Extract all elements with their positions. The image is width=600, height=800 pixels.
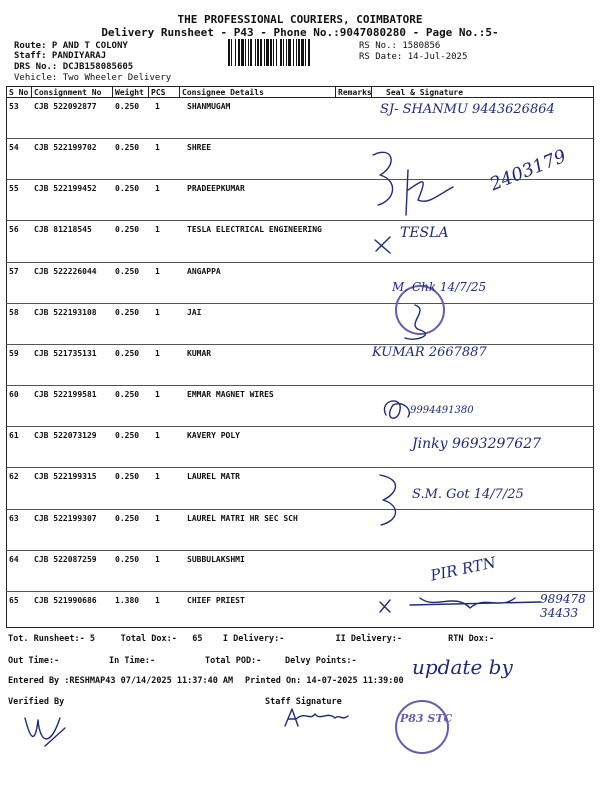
row-sno: 53	[9, 102, 19, 111]
row-divider	[6, 138, 594, 139]
row-consignee-name: LAUREL MATRI HR SEC SCH	[187, 513, 298, 523]
row-pcs: 1	[155, 266, 160, 276]
barcode-bar	[248, 39, 249, 66]
barcode-bar	[273, 39, 274, 66]
row-pcs: 1	[155, 554, 160, 564]
row-pcs: 1	[155, 390, 160, 400]
handwritten-scribble	[395, 300, 445, 345]
handwritten-sign: SJ- SHANMU 9443626864	[380, 102, 555, 117]
runsheet-subtitle: Delivery Runsheet - P43 - Phone No.:9047080280 - Page No.:5-	[101, 26, 499, 39]
printed-on: Printed On: 14-07-2025 11:39:00	[245, 676, 404, 686]
barcode-bar	[255, 39, 256, 66]
col-divider	[335, 86, 336, 97]
row-pcs: 1	[155, 102, 160, 111]
row-weight: 0.250	[115, 431, 140, 441]
row-weight: 0.250	[115, 102, 140, 111]
row-consignment-no: CJB 522193108	[34, 307, 97, 317]
row-divider	[6, 262, 594, 263]
out-time: Out Time:-	[8, 656, 60, 666]
row-sno: 58	[9, 307, 19, 317]
vehicle-label: Vehicle: Two Wheeler Delivery	[14, 73, 172, 83]
row-consignment-no: CJB 522199315	[34, 472, 97, 482]
barcode-bar	[293, 39, 294, 66]
row-consignee-name: CHIEF PRIEST	[187, 595, 245, 605]
col-header-pcs: PCS	[151, 88, 166, 97]
strike-scribble	[375, 590, 545, 620]
row-pcs: 1	[155, 513, 160, 523]
handwritten-note: update by	[412, 655, 513, 679]
row-consignee-name: KUMAR	[187, 348, 212, 358]
barcode-bar	[270, 39, 272, 66]
handwritten-phone: 989478 34433	[540, 592, 586, 620]
staff-label: Staff: PANDIYARAJ	[14, 51, 107, 61]
col-header-consignment: Consignment No	[34, 88, 102, 97]
row-sno: 63	[9, 513, 19, 523]
barcode-bar	[235, 39, 236, 66]
row-sno: 61	[9, 431, 19, 441]
table-top-border	[6, 86, 594, 87]
handwritten-sign: S.M. Got 14/7/25	[412, 487, 524, 502]
handwritten-sign: M. Chk 14/7/25	[392, 280, 487, 294]
handwritten-phone: 9994491380	[410, 405, 474, 416]
barcode-bar	[308, 39, 310, 66]
row-pcs: 1	[155, 472, 160, 482]
stamp-text: P83 STC	[400, 712, 453, 725]
col-header-consignee: Consignee Details	[182, 88, 264, 97]
handwritten-sign: Jinky 9693297627	[412, 436, 542, 452]
table-right-border	[593, 86, 594, 627]
row-pcs: 1	[155, 184, 160, 194]
row-consignment-no: CJB 522199307	[34, 513, 97, 523]
row-consignment-no: CJB 522087259	[34, 554, 97, 564]
handwritten-sign: 2403179	[486, 145, 570, 196]
col-header-sno: S No	[9, 88, 29, 97]
handwritten-scribble	[368, 145, 458, 235]
row-weight: 1.380	[115, 595, 140, 605]
row-consignee-name: PRADEEPKUMAR	[187, 184, 245, 194]
row-divider	[6, 220, 594, 221]
rs-number: RS No.: 1580856	[359, 41, 441, 51]
col-header-remarks: Remarks	[338, 88, 372, 97]
row-consignment-no: CJB 522092877	[34, 102, 97, 111]
barcode-bar	[250, 39, 252, 66]
row-consignee-name: JAI	[187, 307, 202, 317]
col-divider	[112, 86, 113, 97]
barcode-bar	[228, 39, 230, 66]
row-weight: 0.250	[115, 554, 140, 564]
table-bottom-border	[6, 627, 594, 628]
barcode-bar	[266, 39, 269, 66]
row-divider	[6, 467, 594, 468]
row-divider	[6, 303, 594, 304]
row-weight: 0.250	[115, 513, 140, 523]
row-sno: 56	[9, 225, 19, 235]
row-consignee-name: EMMAR MAGNET WIRES	[187, 390, 274, 400]
row-weight: 0.250	[115, 266, 140, 276]
row-consignment-no: CJB 521990686	[34, 595, 97, 605]
row-consignment-no: CJB 522199452	[34, 184, 97, 194]
row-consignment-no: CJB 81218545	[34, 225, 92, 235]
row-sno: 65	[9, 595, 19, 605]
row-pcs: 1	[155, 225, 160, 235]
row-consignment-no: CJB 522226044	[34, 266, 97, 276]
row-consignee-name: SHREE	[187, 143, 212, 153]
barcode-bar	[245, 39, 246, 66]
barcode-bar	[280, 39, 282, 66]
col-header-seal: Seal & Signature	[386, 88, 464, 97]
row-pcs: 1	[155, 348, 160, 358]
row-weight: 0.250	[115, 307, 140, 317]
row-pcs: 1	[155, 307, 160, 317]
verifier-signature	[20, 708, 70, 753]
row-divider	[6, 344, 594, 345]
staff-signature-label: Staff Signature	[265, 697, 342, 707]
row-pcs: 1	[155, 595, 160, 605]
handwritten-sign: KUMAR 2667887	[372, 345, 487, 360]
col-header-weight: Weight	[115, 88, 144, 97]
row-consignment-no: CJB 522073129	[34, 431, 97, 441]
row-divider	[6, 385, 594, 386]
total-pod: Total POD:-	[205, 656, 262, 666]
row-consignee-name: SUBBULAKSHMI	[187, 554, 245, 564]
row-sno: 57	[9, 266, 19, 276]
delvy-points: Delvy Points:-	[285, 656, 357, 666]
row-consignee-name: LAUREL MATR	[187, 472, 240, 482]
route-label: Route: P AND T COLONY	[14, 41, 128, 51]
entered-by: Entered By :RESHMAP43 07/14/2025 11:37:40 AM	[8, 676, 234, 686]
row-sno: 55	[9, 184, 19, 194]
barcode-bar	[283, 39, 284, 66]
barcode-bar	[288, 39, 291, 66]
row-divider	[6, 426, 594, 427]
row-divider	[6, 509, 594, 510]
rs-date: RS Date: 14-Jul-2025	[359, 52, 468, 62]
row-weight: 0.250	[115, 390, 140, 400]
handwritten-sign: TESLA	[400, 225, 449, 241]
round-office-stamp	[395, 700, 449, 754]
barcode	[228, 39, 355, 66]
row-pcs: 1	[155, 431, 160, 441]
row-consignee-name: SHANMUGAM	[187, 102, 231, 111]
barcode-bar	[301, 39, 304, 66]
row-consignee-name: ANGAPPA	[187, 266, 221, 276]
barcode-bar	[257, 39, 259, 66]
col-divider	[31, 86, 32, 97]
row-consignee-name: KAVERY POLY	[187, 431, 240, 441]
row-weight: 0.250	[115, 225, 140, 235]
barcode-bar	[260, 39, 262, 66]
barcode-bar	[231, 39, 232, 66]
barcode-bar	[305, 39, 306, 66]
handwritten-sign: PIR RTN	[428, 553, 498, 585]
row-pcs: 1	[155, 143, 160, 153]
row-consignment-no: CJB 522199581	[34, 390, 97, 400]
company-title: THE PROFESSIONAL COURIERS, COIMBATORE	[177, 13, 423, 26]
in-time: In Time:-	[109, 656, 156, 666]
barcode-bar	[296, 39, 297, 66]
verified-by-label: Verified By	[8, 697, 65, 707]
staff-signature	[280, 706, 350, 731]
row-weight: 0.250	[115, 184, 140, 194]
row-sno: 64	[9, 554, 19, 564]
row-consignment-no: CJB 522199702	[34, 143, 97, 153]
row-sno: 62	[9, 472, 19, 482]
row-consignment-no: CJB 521735131	[34, 348, 97, 358]
row-weight: 0.250	[115, 143, 140, 153]
row-consignee-name: TESLA ELECTRICAL ENGINEERING	[187, 225, 322, 235]
barcode-bar	[286, 39, 287, 66]
row-weight: 0.250	[115, 348, 140, 358]
row-sno: 59	[9, 348, 19, 358]
totals-line: Tot. Runsheet:- 5 Total Dox:- 65 I Delivery:- II Delivery:- RTN Dox:-	[8, 634, 495, 644]
barcode-bar	[238, 39, 240, 66]
row-sno: 60	[9, 390, 19, 400]
drs-label: DRS No.: DCJB158085605	[14, 62, 134, 72]
col-divider	[148, 86, 149, 97]
row-divider	[6, 550, 594, 551]
barcode-bar	[276, 39, 277, 66]
barcode-bar	[264, 39, 265, 66]
barcode-bar	[298, 39, 300, 66]
barcode-bar	[241, 39, 244, 66]
row-sno: 54	[9, 143, 19, 153]
cross-mark	[370, 225, 400, 255]
row-weight: 0.250	[115, 472, 140, 482]
col-divider	[179, 86, 180, 97]
table-left-border	[6, 86, 7, 627]
handwritten-scribble	[375, 470, 415, 530]
